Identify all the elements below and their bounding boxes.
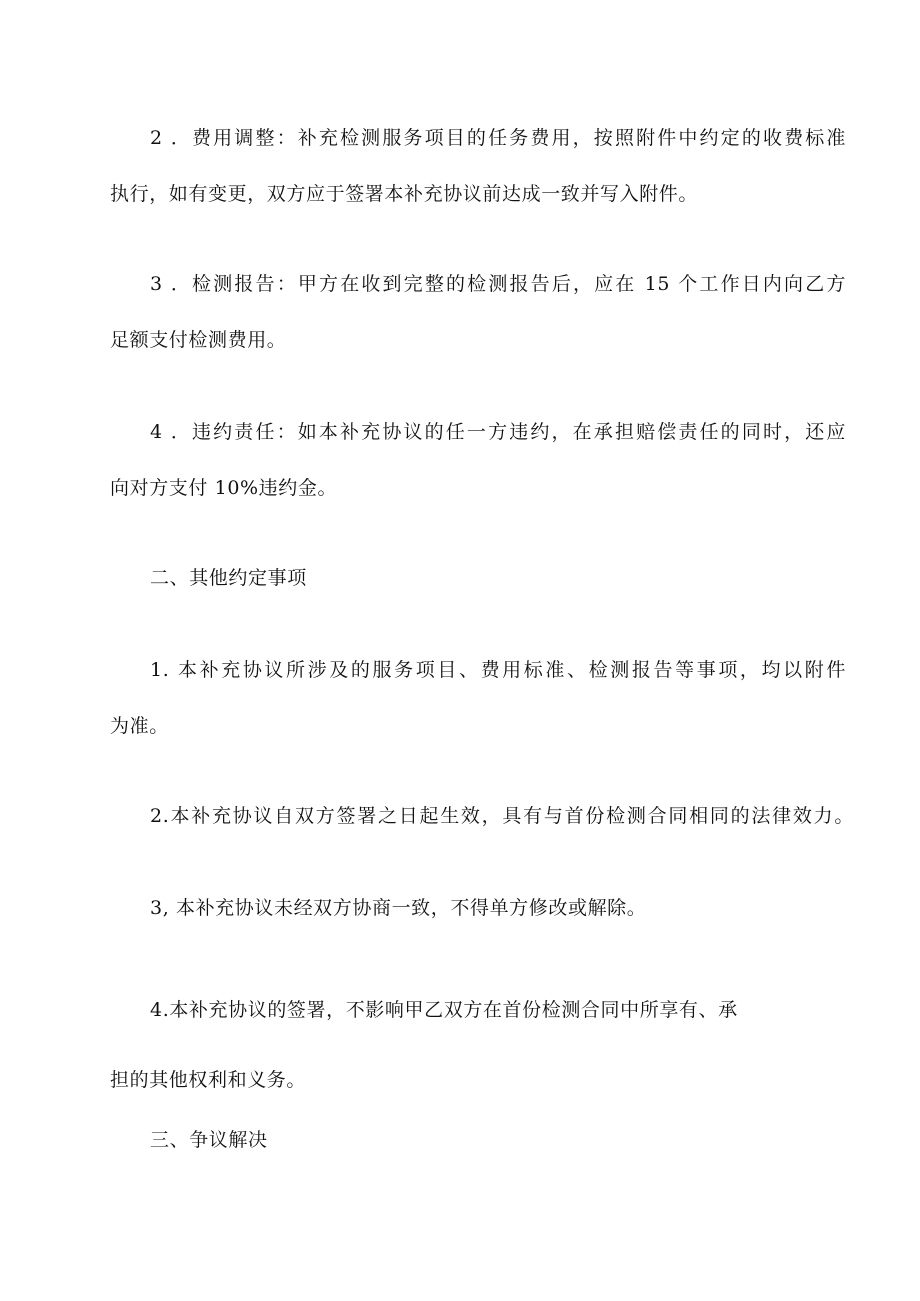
- other-term-4-line-2: 担的其他权利和义务。: [110, 1069, 307, 1091]
- other-term-4-line-1: 4.本补充协议的签署，不影响甲乙双方在首份检测合同中所享有、承: [150, 999, 738, 1021]
- clause-3-line-2: 足额支付检测费用。: [110, 329, 287, 351]
- other-term-1-line-2: 为准。: [110, 715, 169, 737]
- clause-4-line-2: 向对方支付 10%违约金。: [110, 477, 338, 499]
- other-term-3: 3, 本补充协议未经双方协商一致，不得单方修改或解除。: [150, 897, 647, 919]
- clause-2-line-1: 2 ．费用调整：补充检测服务项目的任务费用，按照附件中约定的收费标准: [150, 127, 846, 149]
- clause-2-line-2: 执行，如有变更，双方应于签署本补充协议前达成一致并写入附件。: [110, 183, 699, 205]
- clause-4-line-1: 4 ．违约责任：如本补充协议的任一方违约，在承担赔偿责任的同时，还应: [150, 421, 846, 443]
- section-heading-other-terms: 二、其他约定事项: [150, 567, 307, 589]
- section-heading-dispute-resolution: 三、争议解决: [150, 1129, 268, 1151]
- other-term-2: 2.本补充协议自双方签署之日起生效，具有与首份检测合同相同的法律效力。: [150, 805, 854, 827]
- other-term-1-line-1: 1. 本补充协议所涉及的服务项目、费用标准、检测报告等事项，均以附件: [150, 659, 846, 681]
- clause-3-line-1: 3 ．检测报告：甲方在收到完整的检测报告后，应在 15 个工作日内向乙方: [150, 273, 846, 295]
